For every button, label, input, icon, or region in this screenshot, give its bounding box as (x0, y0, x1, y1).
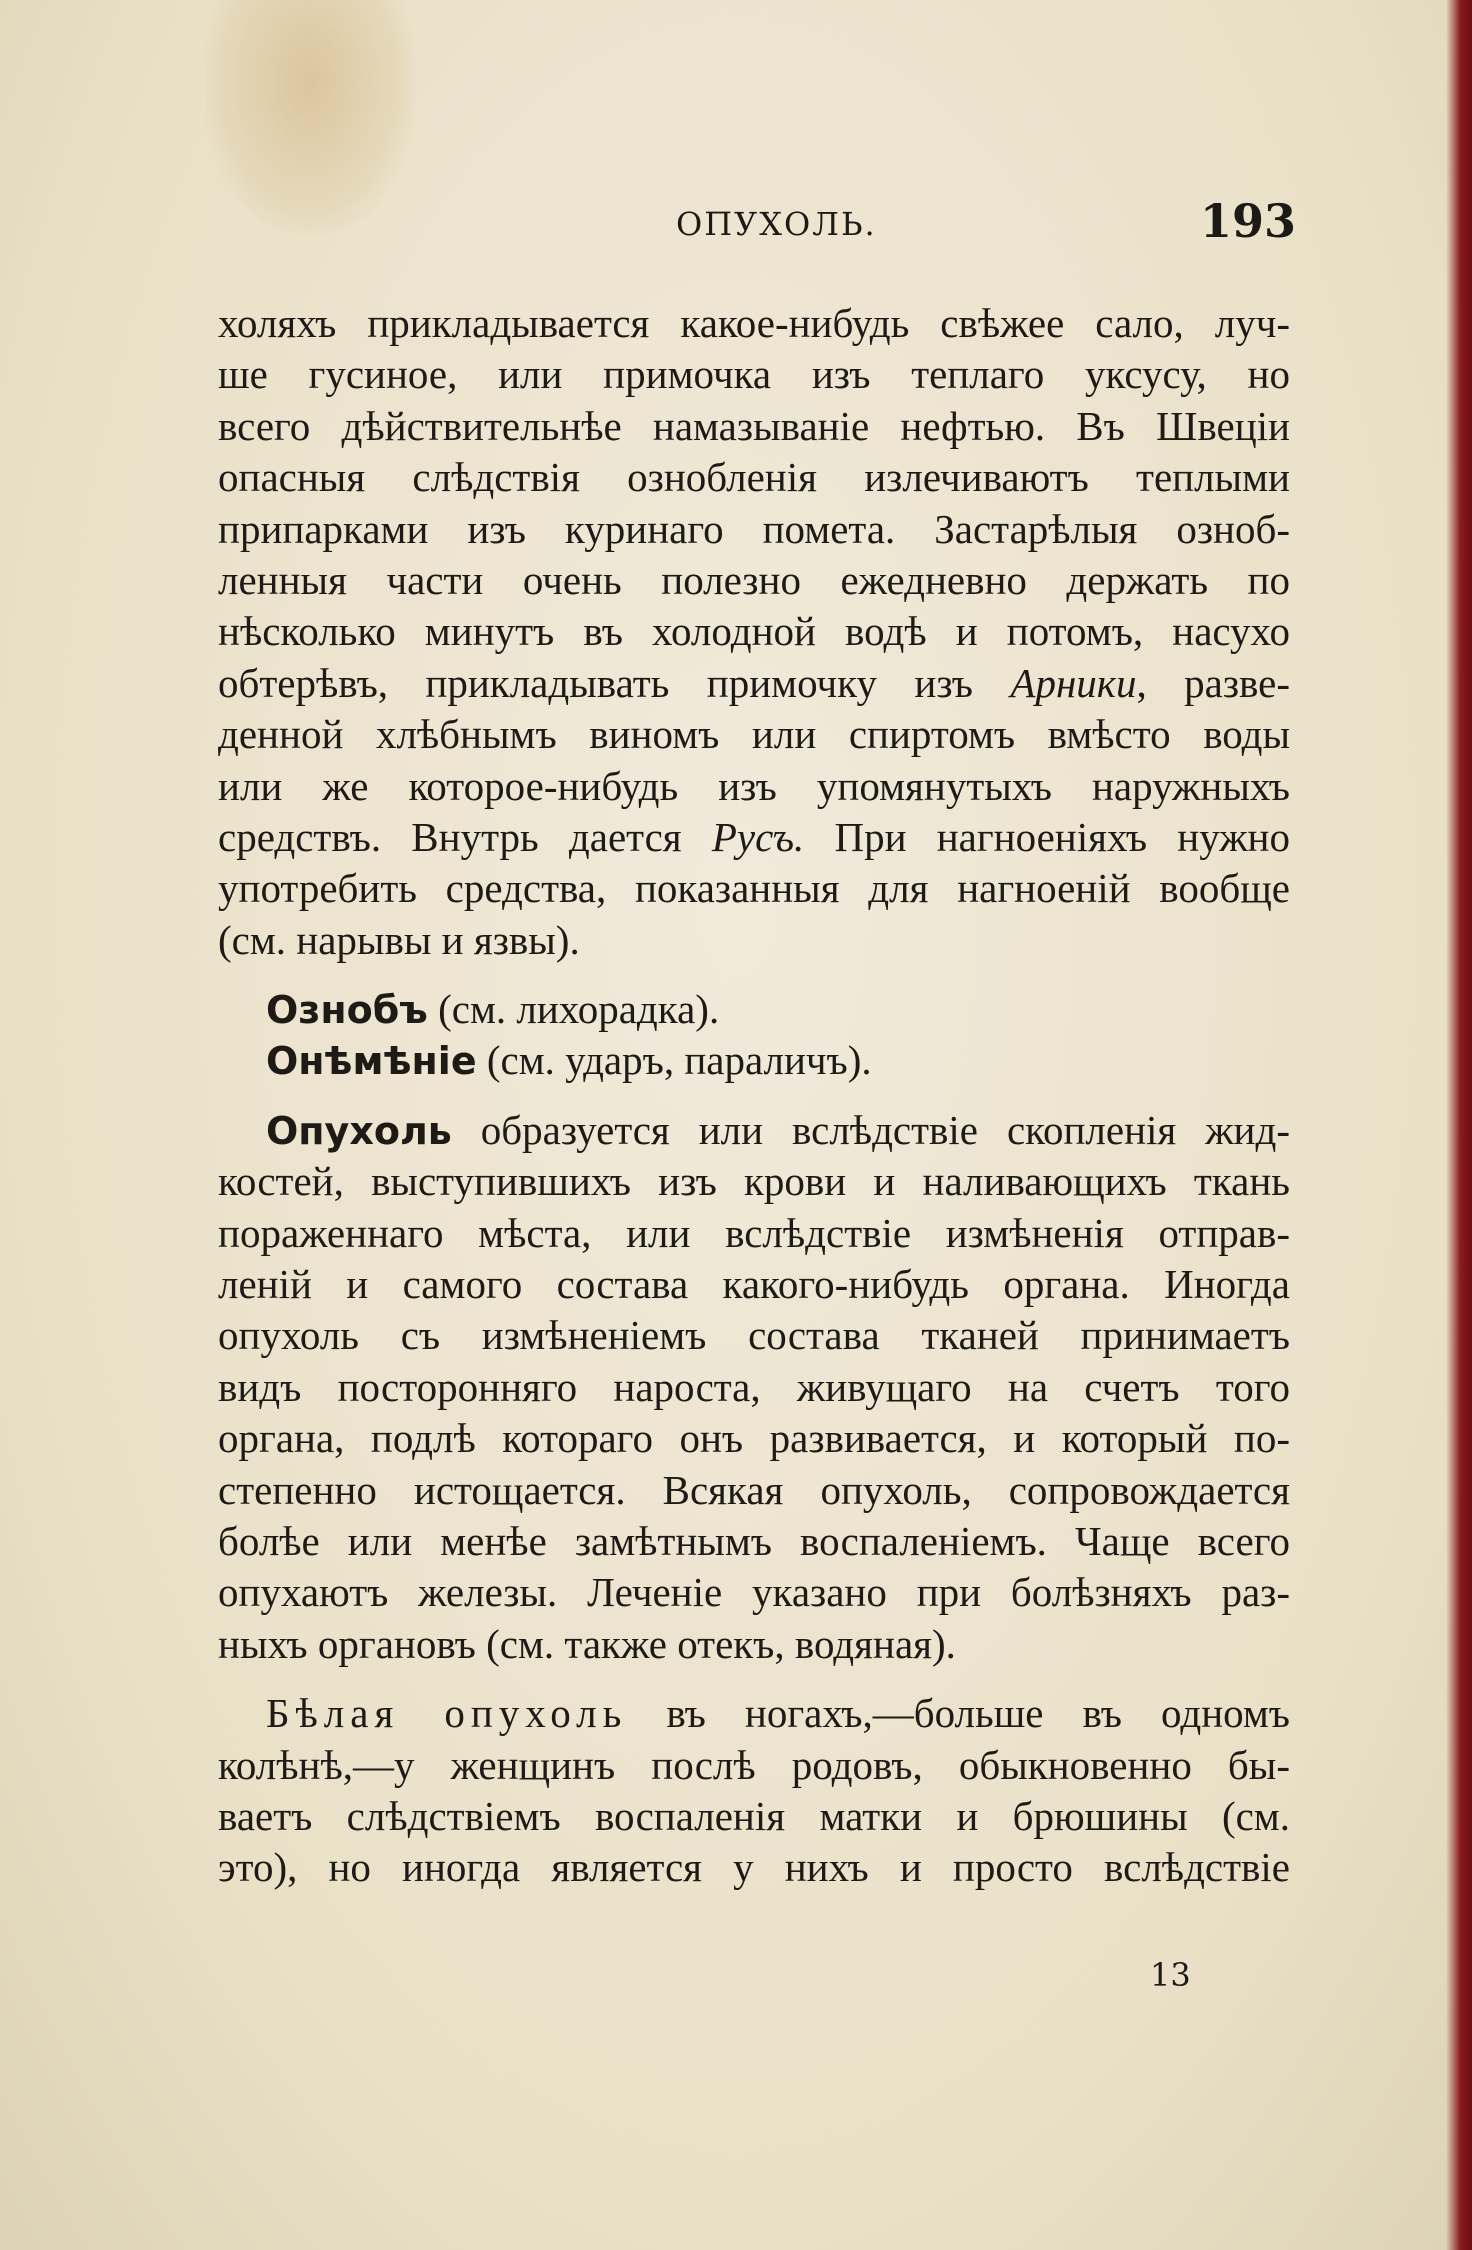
signature-mark: 13 (1150, 1956, 1191, 1994)
entry-line (218, 984, 1290, 1035)
text-line: органа, подлѣ котораго онъ развивается, и который по- (218, 1415, 1290, 1462)
entry-headword: Опухоль (266, 1108, 452, 1153)
text-line: припарками изъ куринаго помета. Застарѣлыя озноб- (218, 505, 1290, 552)
italic-term-rhus: Русъ. (711, 813, 805, 860)
binding-edge (1446, 0, 1472, 2250)
text-line: пораженнаго мѣста, или вслѣдствіе измѣненія отправ- (218, 1209, 1290, 1256)
text-line (218, 1688, 1290, 1739)
entry-line (218, 1035, 1290, 1086)
text-line: это), но иногда является у нихъ и просто вслѣдствіе (218, 1844, 1290, 1891)
text-line: ше гусиное, или примочка изъ теплаго уксусу, но (218, 351, 1290, 398)
text-line: ваетъ слѣдствіемъ воспаленія матки и брюшины (см. (218, 1792, 1290, 1839)
page-number: 193 (1200, 194, 1297, 248)
entry-headword: Онѣмѣніе (266, 1039, 477, 1084)
text-line: опухоль съ измѣненіемъ состава тканей принимаетъ (218, 1312, 1290, 1359)
text-line: (см. нарывы и язвы). (218, 916, 580, 963)
text-span: (см. лихорадка). (427, 986, 720, 1033)
paper-stain (205, 0, 415, 235)
text-line: видъ посторонняго нароста, живущаго на счетъ того (218, 1363, 1290, 1410)
text-line: употребить средства, показанныя для нагноеній вообще (218, 865, 1290, 912)
text-line: ленныя части очень полезно ежедневно держать по (218, 556, 1290, 603)
text-line (218, 658, 1290, 709)
text-line: опасныя слѣдствія ознобленія излечиваютъ теплыми (218, 454, 1290, 501)
running-head: ОПУХОЛЬ. (676, 205, 877, 243)
text-line: костей, выступившихъ изъ крови и наливающихъ ткань (218, 1158, 1290, 1205)
text-span: , разве- (1136, 659, 1290, 706)
text-line: ныхъ органовъ (см. также отекъ, водяная). (218, 1620, 956, 1667)
text-span: обтерѣвъ, прикладывать примочку изъ (218, 659, 1011, 706)
text-line: леній и самого состава какого-нибудь органа. Иногда (218, 1261, 1290, 1308)
entry-headword: Ознобъ (266, 988, 428, 1033)
text-span: образуется или вслѣдствіе скопленія жид- (451, 1106, 1290, 1153)
text-span: При нагноеніяхъ нужно (804, 813, 1290, 860)
text-line: болѣе или менѣе замѣтнымъ воспаленіемъ. Чаще всего (218, 1517, 1290, 1564)
text-line (218, 812, 1290, 863)
text-line: холяхъ прикладывается какое-нибудь свѣжее сало, луч- (218, 300, 1290, 346)
text-line: степенно истощается. Всякая опухоль, сопровождается (218, 1466, 1290, 1513)
text-block (218, 298, 1290, 1894)
text-span: въ ногахъ,—больше въ одномъ (627, 1690, 1290, 1737)
paragraph-gap (218, 1670, 1290, 1688)
text-line: опухаютъ железы. Леченіе указано при болѣзняхъ раз- (218, 1569, 1290, 1616)
text-span: (см. ударъ, параличъ). (476, 1037, 872, 1084)
paragraph-gap (218, 966, 1290, 984)
text-line: нѣсколько минутъ въ холодной водѣ и потомъ, насухо (218, 608, 1290, 655)
text-line: всего дѣйствительнѣе намазываніе нефтью. Въ Швеціи (218, 402, 1290, 449)
entry-line (218, 1105, 1290, 1156)
text-line: денной хлѣбнымъ виномъ или спиртомъ вмѣсто воды (218, 711, 1290, 758)
spaced-term: Бѣлая опухоль (266, 1690, 628, 1737)
italic-term-arnica: Арники (1010, 659, 1137, 706)
paragraph-gap (218, 1087, 1290, 1105)
text-line: или же которое-нибудь изъ упомянутыхъ наружныхъ (218, 762, 1290, 809)
text-line: колѣнѣ,—у женщинъ послѣ родовъ, обыкновенно бы- (218, 1741, 1290, 1788)
text-span: средствъ. Внутрь дается (218, 813, 712, 860)
